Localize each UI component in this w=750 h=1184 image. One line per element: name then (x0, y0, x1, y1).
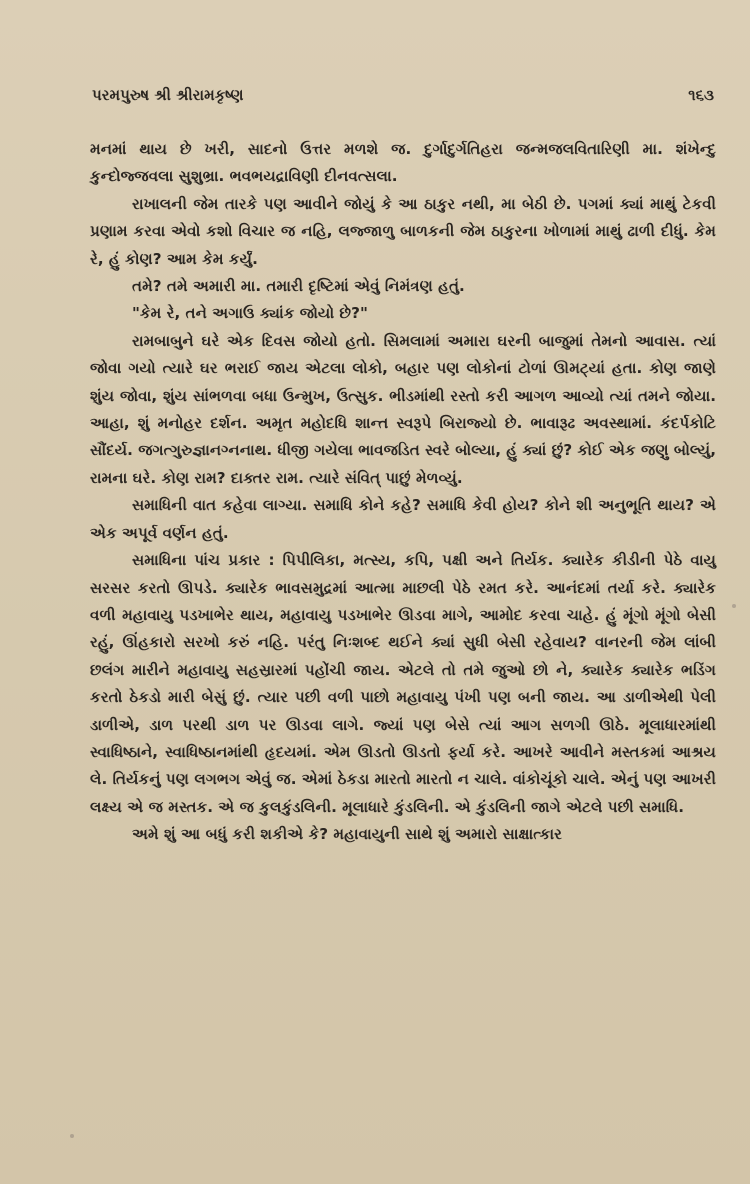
paragraph: "કેમ રે, તને અગાઉ ક્યાંક જોયો છે?" (132, 304, 368, 323)
running-title: પરમપુરુષ શ્રી શ્રીરામકૃષ્ણ (92, 86, 244, 104)
page-number: ૧૬૩ (688, 86, 714, 104)
paragraph: રામબાબુને ઘરે એક દિવસ જોયો હતો. સિમલામાં અમારા ઘરની બાજુમાં તેમનો આવાસ. ત્યાં જોવા ગયો ત્યારે ઘર ભરાઈ જાય એટલા લોકો, બહાર પણ લોકોનાં ટોળાં ઊમટ્યાં હતા. કોણ જાણે શુંય જોવા, શુંય સાંભળવા બધા ઉન્મુખ, ઉત્સુક. ભીડમાંથી રસ્તો કરી આગળ આવ્યો ત્યાં તમને જોયા. આહા, શું મનોહર દર્શન. અમૃત મહોદધિ શાન્ત સ્વરૂપે બિરાજ્યો છે. ભાવારૂઢ અવસ્થામાં. કંદર્પકોટિ સૌંદર્ય. જગત્ગુરુજ્ઞાનગ્નનાથ. ધીજી ગયેલા ભાવજડિત સ્વરે બોલ્યા, હું ક્યાં છું? કોઈ એક જણુ બોલ્યું, રામના ઘરે. કોણ રામ? દાક્તર રામ. ત્યારે સંવિત્ પાછું મેળવ્યું. (90, 331, 716, 487)
paragraph: અમે શું આ બધું કરી શકીએ કે? મહાવાયુની સાથે શું અમારો સાક્ષાત્કાર (132, 825, 562, 844)
paper-speck (732, 604, 736, 608)
paragraph: સમાધિની વાત કહેવા લાગ્યા. સમાધિ કોને કહે? સમાધિ કેવી હોય? કોને શી અનુભૂતિ થાય? એ એક અપૂર્વ વર્ણન હતું. (90, 496, 716, 542)
paragraph: રાખાલની જેમ તારકે પણ આવીને જોયું કે આ ઠાકુર નથી, મા બેઠી છે. પગમાં ક્યાં માથું ટેકવી પ્રણામ કરવા એવો કશો વિચાર જ નહિ, લજ્જાળુ બાળકની જેમ ઠાકુરના ખોળામાં માથું ઢાળી દીધું. કેમ રે, હું કોણ? આમ કેમ કર્યું. (90, 194, 716, 268)
paragraph: તમે? તમે અમારી મા. તમારી દૃષ્ટિમાં એવું નિમંત્રણ હતું. (132, 277, 465, 296)
paragraph: સમાધિના પાંચ પ્રકાર : પિપીલિકા, મત્સ્ય, કપિ, પક્ષી અને તિર્યક. ક્યારેક કીડીની પેઠે વાયુ સરસર કરતો ઊપડે. ક્યારેક ભાવસમુદ્રમાં આત્મા માછલી પેઠે રમત કરે. આનંદમાં તર્યા કરે. ક્યારેક વળી મહાવાયુ પડખાભેર થાય, મહાવાયુ પડખાભેર ઊડવા માગે, આમોદ કરવા ચાહે. હું મૂંગો મૂંગો બેસી રહું, ઊંહકારો સરખો કરું નહિ. પરંતુ નિઃશબ્દ થઈને ક્યાં સુધી બેસી રહેવાય? વાનરની જેમ લાંબી છલંગ મારીને મહાવાયુ સહસ્રારમાં પહોંચી જાય. એટલે તો તમે જુઓ છો ને, ક્યારેક ક્યારેક ભડિંગ કરતો ઠેકડો મારી બેસું છું. ત્યાર પછી વળી પાછો મહાવાયુ પંખી પણ બની જાય. આ ડાળીએથી પેલી ડાળીએ, ડાળ પરથી ડાળ પર ઊડવા લાગે. જ્યાં પણ બેસે ત્યાં આગ સળગી ઊઠે. મૂલાધારમાંથી સ્વાધિષ્ઠાને, સ્વાધિષ્ઠાનમાંથી હૃદયમાં. એમ ઊડતો ઊડતો ફર્યા કરે. આખરે આવીને મસ્તકમાં આશ્રય લે. તિર્યકનું પણ લગભગ એવું જ. એમાં ઠેકડા મારતો મારતો ન ચાલે. વાંકોચૂંકો ચાલે. એનું પણ આખરી લક્ષ્ય એ જ મસ્તક. એ જ કુલકુંડલિની. મૂલાધારે કુંડલિની. એ કુંડલિની જાગે એટલે પછી સમાધિ. (90, 551, 716, 816)
body-text (90, 136, 716, 849)
paper-speck (70, 1134, 74, 1138)
running-header (92, 86, 714, 104)
paragraph: મનમાં થાય છે ખરી, સાદનો ઉત્તર મળશે જ. દુર્ગાદુર્ગતિહરા જન્મજલવિતારિણી મા. શંખેન્દુ કુન્દોજ્જવલા સુશુભ્રા. ભવભયદ્રાવિણી દીનવત્સલા. (90, 140, 716, 186)
